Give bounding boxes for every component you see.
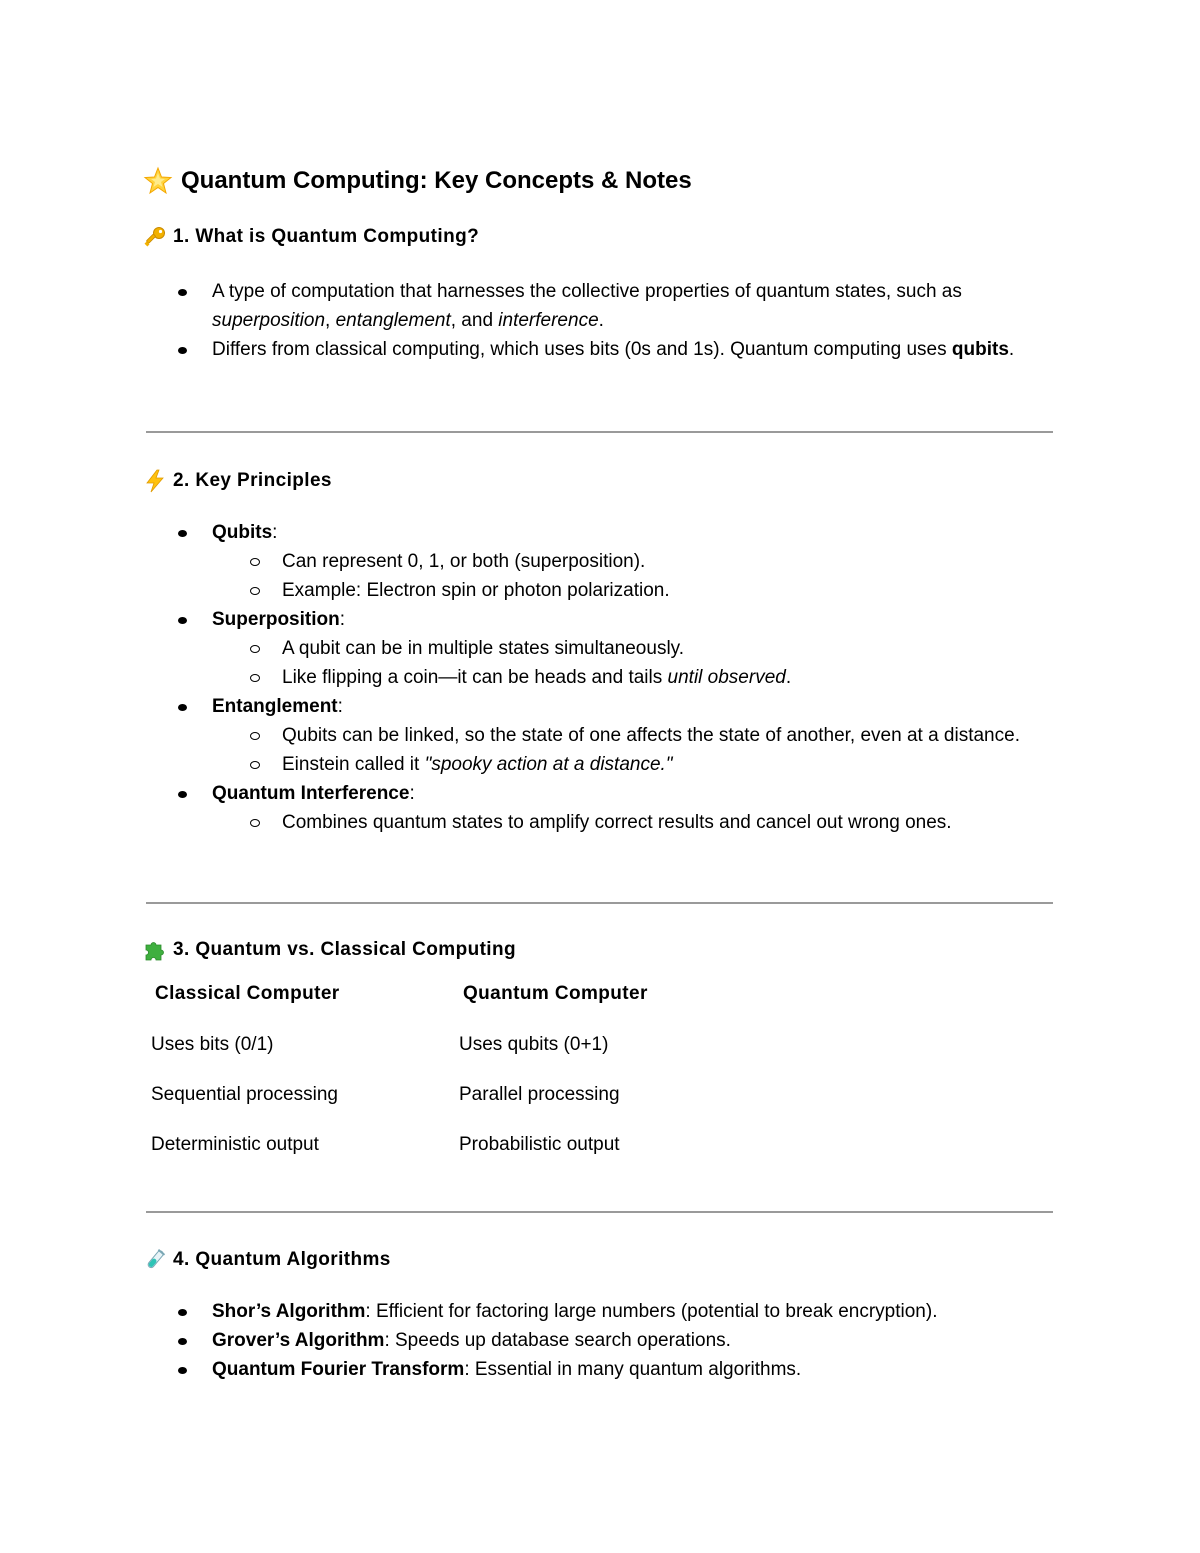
section-divider: [146, 902, 1053, 904]
column-header: Quantum Computer: [463, 983, 648, 1004]
section-2-list: [172, 518, 1062, 837]
list-item: Qubits: Can represent 0, 1, or both (superposition). Example: Electron spin or photon polarization.: [172, 518, 1062, 605]
section-2-heading-text: 2. Key Principles: [173, 470, 332, 491]
sub-list: [212, 808, 1062, 837]
test-tube-icon: [143, 1248, 167, 1272]
table-row: [143, 1120, 679, 1170]
sub-list-item: Like flipping a coin—it can be heads and tails until observed.: [212, 663, 1062, 692]
sub-list-item: Einstein called it "spooky action at a distance.": [212, 750, 1062, 779]
table-cell: Probabilistic output: [459, 1134, 620, 1155]
list-item: Grover’s Algorithm: Speeds up database search operations.: [172, 1326, 1062, 1355]
list-item: Superposition: A qubit can be in multiple states simultaneously. Like flipping a coin—it can be heads and tails until observed.: [172, 605, 1062, 692]
document-title: [143, 166, 692, 196]
section-divider: [146, 1211, 1053, 1213]
sub-list: [212, 721, 1062, 779]
section-3-heading: [143, 938, 516, 962]
puzzle-piece-icon: [143, 938, 167, 962]
section-1-heading-text: 1. What is Quantum Computing?: [173, 226, 480, 247]
list-item: A type of computation that harnesses the collective properties of quantum states, such as superposition, entanglement, and interference.: [172, 277, 1062, 335]
lightning-icon: [143, 469, 167, 493]
column-header: Classical Computer: [155, 983, 340, 1004]
table-header-row: [143, 972, 679, 1020]
section-1-list: [172, 277, 1062, 364]
list-item: Differs from classical computing, which uses bits (0s and 1s). Quantum computing uses qubits.: [172, 335, 1062, 364]
sub-list-item: Example: Electron spin or photon polarization.: [212, 576, 1062, 605]
comparison-table: [143, 972, 679, 1170]
section-4-heading: [143, 1248, 391, 1272]
section-4-heading-text: 4. Quantum Algorithms: [173, 1249, 391, 1270]
sub-list: [212, 547, 1062, 605]
key-icon: [143, 225, 167, 249]
table-cell: Sequential processing: [151, 1084, 338, 1105]
sub-list: [212, 634, 1062, 692]
list-item: Shor’s Algorithm: Efficient for factoring large numbers (potential to break encryption).: [172, 1297, 1062, 1326]
table-cell: Uses qubits (0+1): [459, 1034, 609, 1055]
list-item: Entanglement: Qubits can be linked, so the state of one affects the state of another, even at a distance. Einstein called it "spooky action at a distance.": [172, 692, 1062, 779]
section-1-heading: [143, 225, 479, 249]
sub-list-item: Combines quantum states to amplify correct results and cancel out wrong ones.: [212, 808, 1062, 837]
table-row: [143, 1070, 679, 1120]
table-cell: Parallel processing: [459, 1084, 620, 1105]
document-title-text: Quantum Computing: Key Concepts & Notes: [181, 167, 692, 194]
section-3-heading-text: 3. Quantum vs. Classical Computing: [173, 939, 517, 960]
list-item: Quantum Fourier Transform: Essential in many quantum algorithms.: [172, 1355, 1062, 1384]
glowing-star-icon: [143, 166, 173, 196]
section-4-list: [172, 1297, 1062, 1384]
list-item: Quantum Interference: Combines quantum states to amplify correct results and cancel out wrong ones.: [172, 779, 1062, 837]
sub-list-item: Can represent 0, 1, or both (superposition).: [212, 547, 1062, 576]
section-divider: [146, 431, 1053, 433]
sub-list-item: Qubits can be linked, so the state of one affects the state of another, even at a distance.: [212, 721, 1062, 750]
table-cell: Uses bits (0/1): [151, 1034, 274, 1055]
section-2-heading: [143, 469, 332, 493]
table-row: [143, 1020, 679, 1070]
table-cell: Deterministic output: [151, 1134, 319, 1155]
sub-list-item: A qubit can be in multiple states simultaneously.: [212, 634, 1062, 663]
